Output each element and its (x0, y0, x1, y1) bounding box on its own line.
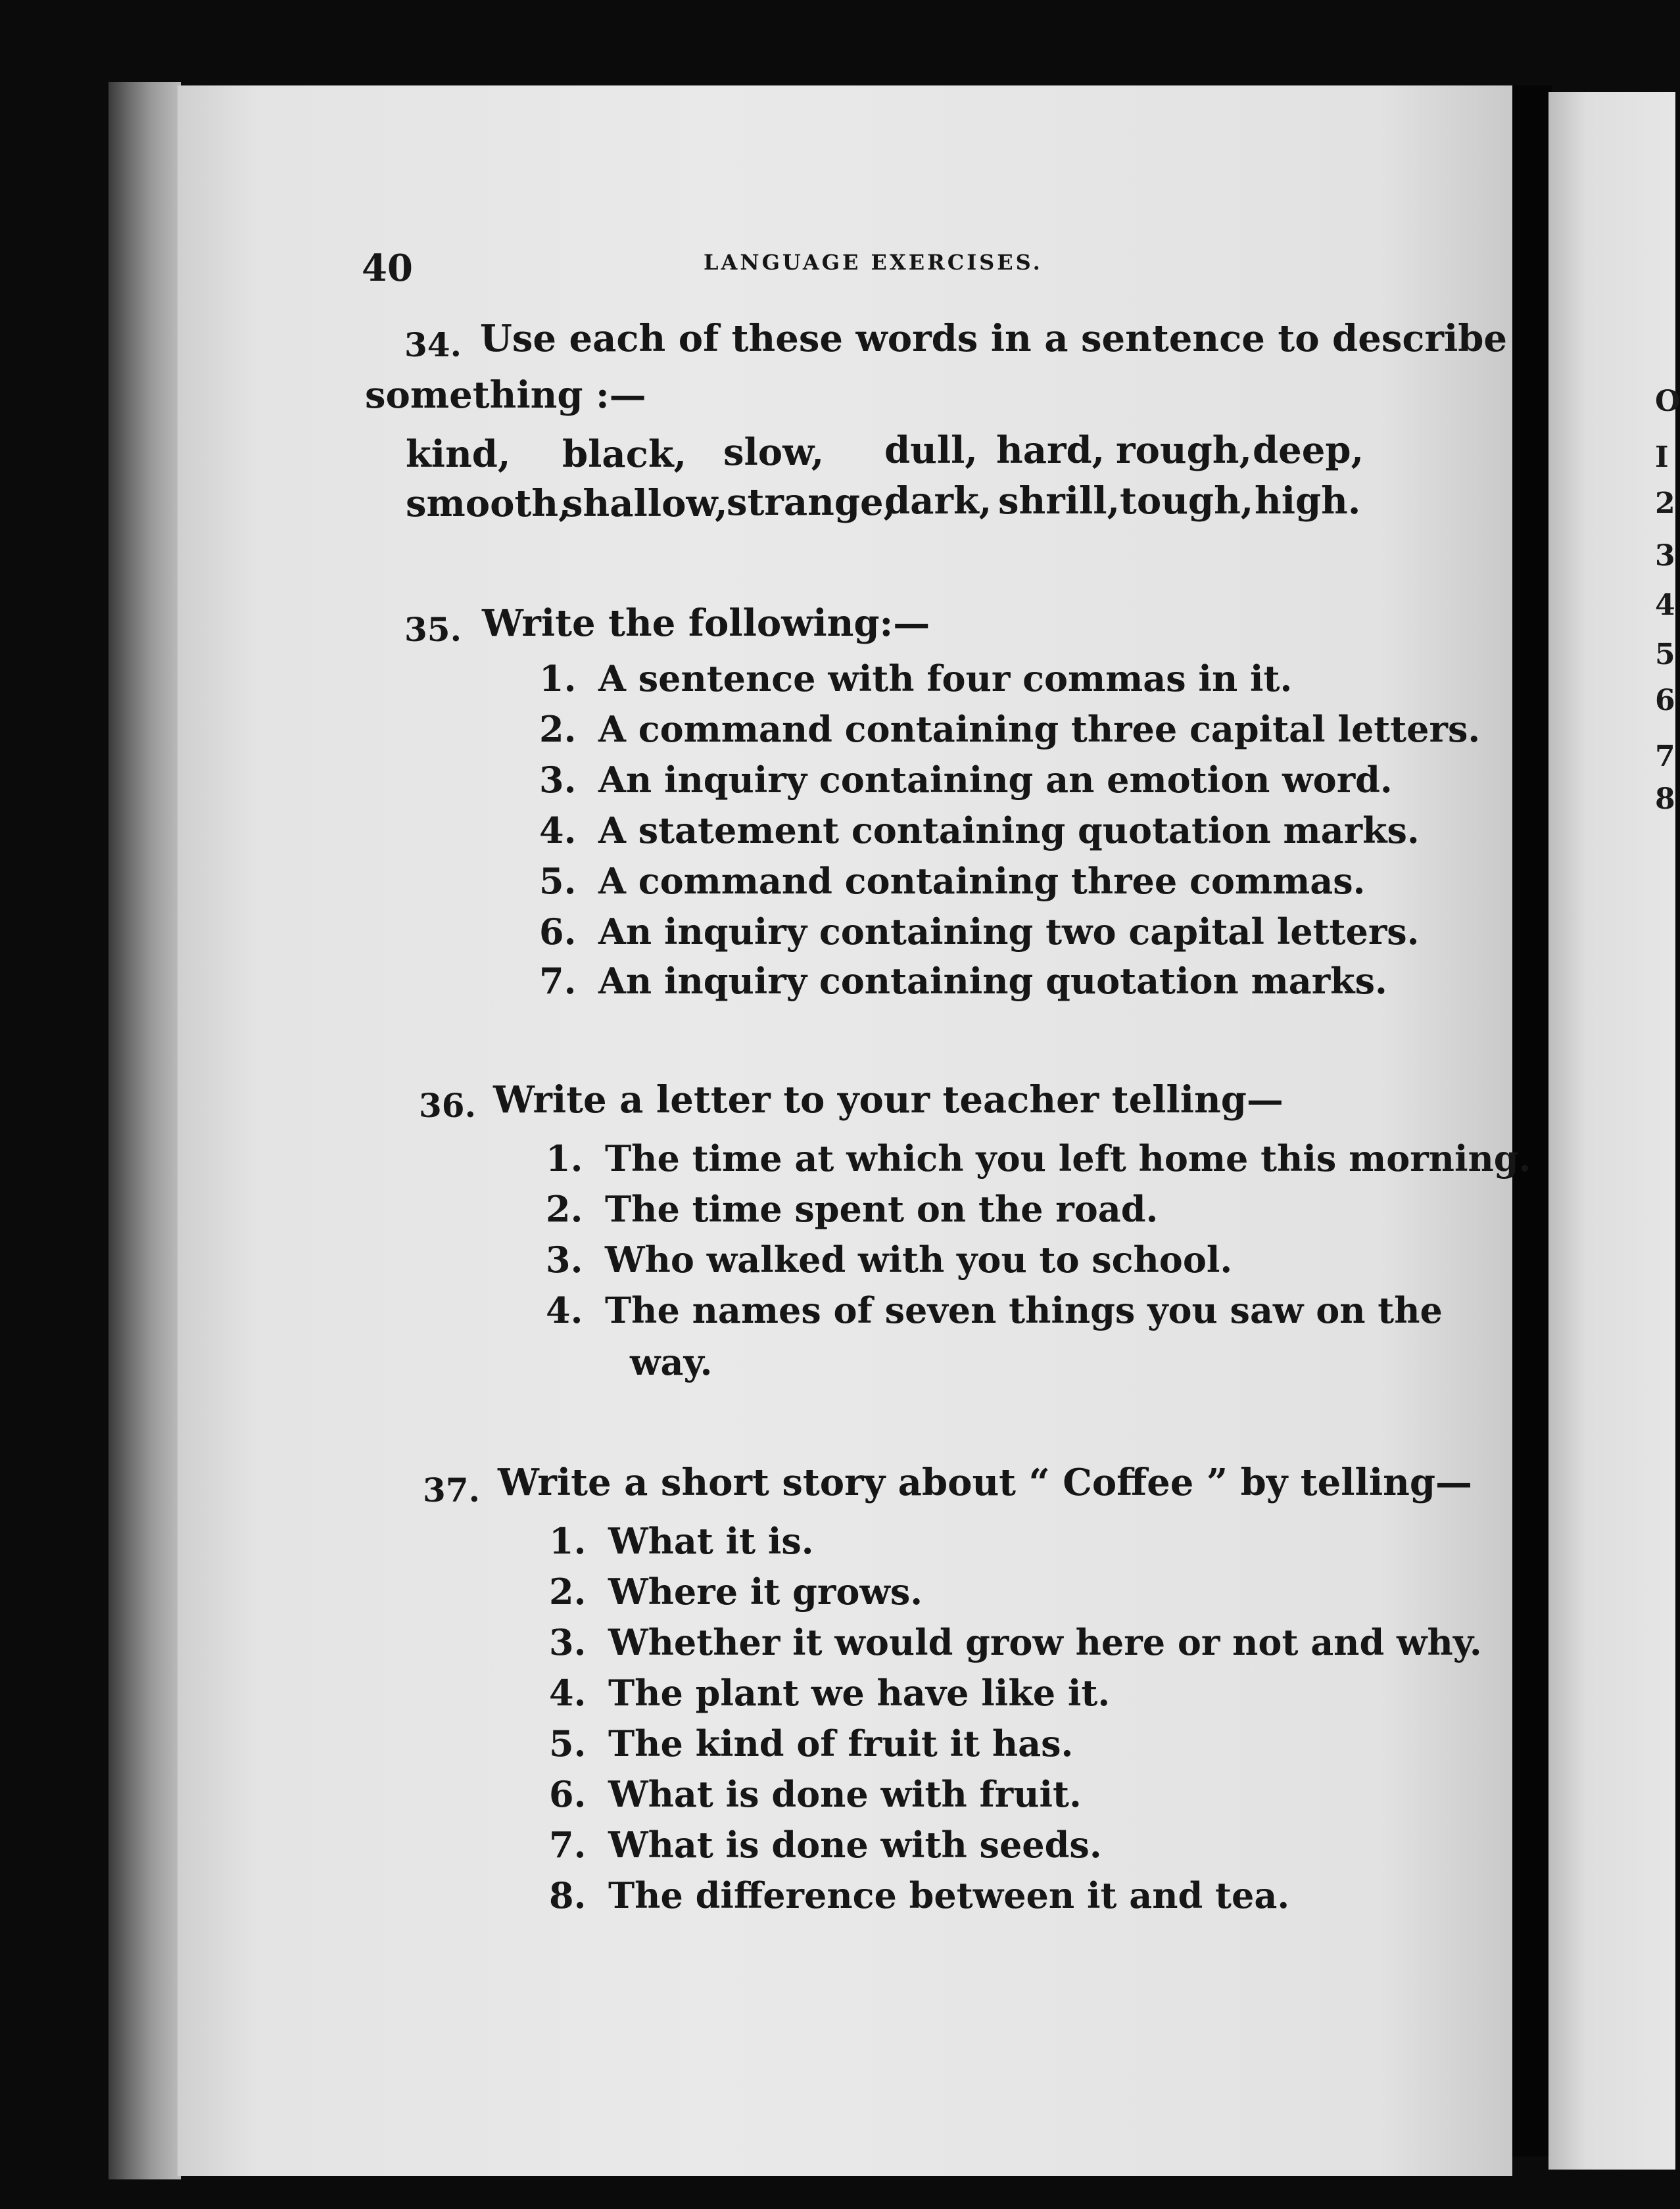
list-item: 2. Where it grows. (549, 1571, 923, 1613)
list-item: 3. An inquiry containing an emotion word. (539, 759, 1393, 801)
list-item: 6. An inquiry containing two capital letters. (539, 911, 1420, 953)
word-item: rough, (1116, 429, 1252, 472)
exercise-instruction-continued: something :— (365, 373, 646, 417)
list-item: 6. What is done with fruit. (549, 1773, 1082, 1815)
word-item: high. (1255, 479, 1361, 523)
word-item: tough, (1120, 479, 1254, 523)
facing-page-fragment: 7 (1655, 740, 1675, 773)
page-number: 40 (362, 247, 413, 290)
facing-page-fragment: I (1655, 440, 1669, 474)
word-item: shrill, (998, 479, 1120, 523)
list-item: 7. An inquiry containing quotation marks. (539, 960, 1387, 1002)
book-spine-edge (108, 82, 181, 2179)
facing-page-fragment: 3 (1655, 539, 1675, 573)
exercise-instruction: Write the following:— (482, 602, 930, 645)
word-item: slow, (723, 431, 825, 474)
word-item: hard, (996, 429, 1105, 472)
list-item: 3. Whether it would grow here or not and why. (549, 1621, 1482, 1663)
word-item: kind, (406, 433, 511, 476)
list-item: 2. A command containing three capital letters. (539, 708, 1481, 750)
list-item: 8. The difference between it and tea. (549, 1874, 1290, 1916)
list-item: 1. A sentence with four commas in it. (539, 657, 1293, 700)
running-head: LANGUAGE EXERCISES. (704, 250, 1043, 275)
facing-page-fragment: 4 (1655, 588, 1675, 622)
word-item: strange, (727, 481, 897, 524)
facing-page-fragment: 5 (1655, 638, 1675, 671)
list-item: 3. Who walked with you to school. (546, 1239, 1233, 1281)
list-item-continuation: way. (630, 1341, 713, 1383)
list-item: 4. The plant we have like it. (549, 1672, 1111, 1714)
facing-page-edge (1548, 92, 1680, 2170)
list-item: 4. A statement containing quotation marks. (539, 809, 1420, 851)
word-item: shallow, (562, 482, 728, 525)
list-item: 2. The time spent on the road. (546, 1188, 1159, 1230)
list-item: 1. What it is. (549, 1520, 814, 1562)
exercise-instruction: Use each of these words in a sentence to describe (480, 317, 1508, 360)
list-item: 7. What is done with seeds. (549, 1824, 1102, 1866)
facing-page-fragment: 8 (1655, 782, 1675, 816)
page-gutter (1512, 85, 1552, 2156)
word-item: deep, (1253, 429, 1364, 472)
exercise-instruction: Write a short story about “ Coffee ” by telling— (498, 1461, 1472, 1504)
exercise-number: 34. (404, 325, 462, 364)
list-item: 5. The kind of fruit it has. (549, 1722, 1074, 1765)
word-item: dark, (884, 479, 992, 523)
exercise-number: 36. (419, 1086, 476, 1125)
facing-page-fragment: O (1655, 385, 1680, 418)
facing-page-fragment: 2 (1655, 487, 1675, 520)
facing-page-fragment: 6 (1655, 684, 1675, 717)
exercise-number: 37. (423, 1471, 480, 1509)
list-item: 4. The names of seven things you saw on the (546, 1289, 1443, 1331)
exercise-number: 35. (404, 610, 462, 649)
word-item: dull, (884, 429, 978, 472)
word-item: black, (562, 433, 687, 476)
list-item: 5. A command containing three commas. (539, 860, 1366, 902)
exercise-instruction: Write a letter to your teacher telling— (493, 1078, 1284, 1122)
list-item: 1. The time at which you left home this morning. (546, 1137, 1531, 1179)
word-item: smooth, (406, 482, 571, 525)
